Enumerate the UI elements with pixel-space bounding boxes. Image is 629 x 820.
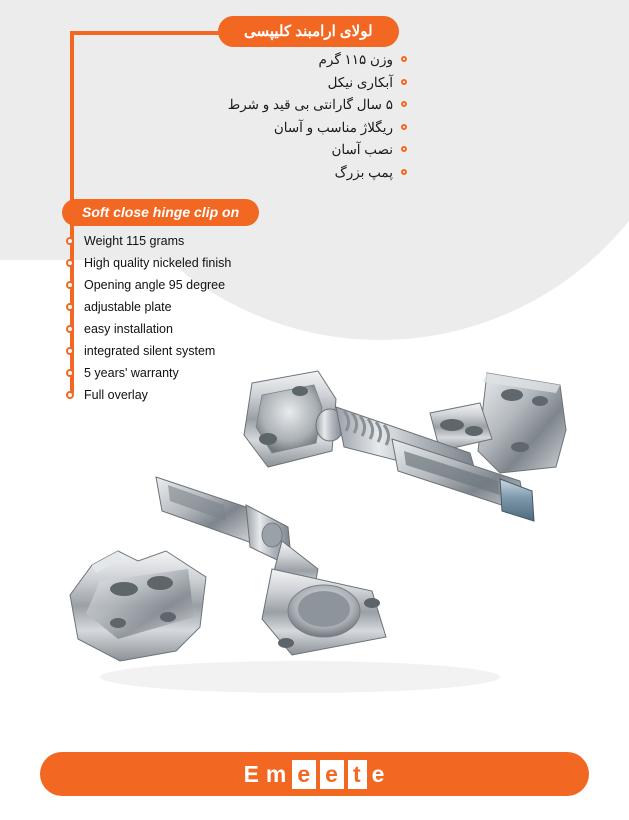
title-pill-english: Soft close hinge clip on xyxy=(62,199,259,226)
list-item xyxy=(62,254,231,272)
bullet-dot-icon xyxy=(66,281,74,289)
feature-list-english xyxy=(62,232,231,408)
bullet-dot-icon xyxy=(401,79,407,85)
feature-label: adjustable plate xyxy=(84,300,172,314)
feature-label: easy installation xyxy=(84,322,173,336)
brand-logo xyxy=(242,760,388,789)
feature-label: پمپ بزرگ xyxy=(334,164,393,180)
brand-letter: E xyxy=(243,760,260,787)
feature-label: ۵ سال گارانتی بی قید و شرط xyxy=(227,97,393,112)
bullet-dot-icon xyxy=(401,56,407,62)
bullet-dot-icon xyxy=(401,169,407,175)
feature-label: وزن ۱۱۵ گرم xyxy=(318,52,393,67)
spine-horizontal xyxy=(70,31,230,35)
list-item xyxy=(228,118,407,138)
mounting-plate-front-left xyxy=(70,551,206,661)
list-item xyxy=(228,140,407,160)
list-item xyxy=(62,364,231,382)
brand-letter: m xyxy=(265,760,288,787)
list-item xyxy=(228,95,407,115)
feature-label: ریگلاژ مناسب و آسان xyxy=(273,119,393,135)
footer-brand-bar xyxy=(40,752,589,796)
bullet-dot-icon xyxy=(66,369,74,377)
list-item xyxy=(228,163,407,183)
feature-label: آبکاری نیکل xyxy=(327,74,393,90)
feature-label: Opening angle 95 degree xyxy=(84,278,226,292)
bullet-dot-icon xyxy=(66,237,74,245)
bullet-dot-icon xyxy=(66,347,74,355)
feature-label: نصب آسان xyxy=(331,142,393,157)
bullet-dot-icon xyxy=(401,146,407,152)
brand-letter: e xyxy=(320,760,344,789)
feature-label: High quality nickeled finish xyxy=(84,256,232,270)
feature-label: 5 years' warranty xyxy=(84,366,179,380)
product-image xyxy=(0,355,629,735)
title-pill-persian: لولای ارامبند کلیپسی xyxy=(218,16,399,47)
list-item xyxy=(228,73,407,93)
list-item xyxy=(228,50,407,70)
brand-letter: e xyxy=(292,760,316,789)
bullet-dot-icon xyxy=(401,101,407,107)
feature-list-persian xyxy=(228,50,407,185)
feature-label: integrated silent system xyxy=(84,344,216,358)
bullet-dot-icon xyxy=(66,259,74,267)
list-item xyxy=(62,386,231,404)
bullet-dot-icon xyxy=(66,303,74,311)
list-item xyxy=(62,232,231,250)
list-item xyxy=(62,320,231,338)
bullet-dot-icon xyxy=(66,325,74,333)
feature-label: Weight 115 grams xyxy=(84,234,185,248)
list-item xyxy=(62,298,231,316)
list-item xyxy=(62,276,231,294)
bullet-dot-icon xyxy=(401,124,407,130)
feature-label: Full overlay xyxy=(84,388,148,402)
brand-letter: e xyxy=(371,760,386,787)
list-item xyxy=(62,342,231,360)
brand-letter: t xyxy=(348,760,367,789)
bullet-dot-icon xyxy=(66,391,74,399)
